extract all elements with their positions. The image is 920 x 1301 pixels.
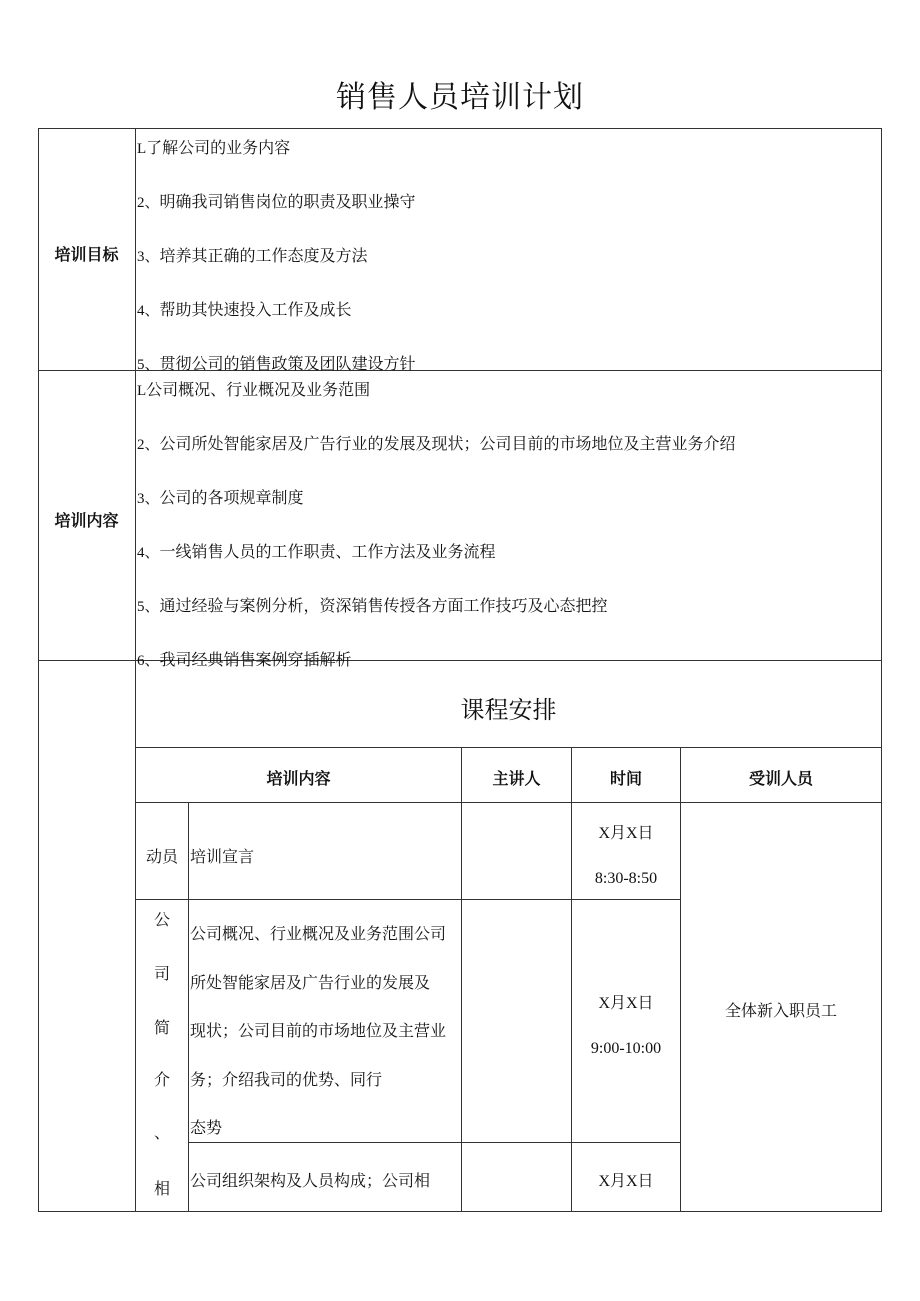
schedule-title: 课程安排: [460, 696, 557, 724]
list-item: 2、明确我司销售岗位的职责及职业操守: [137, 192, 416, 211]
row-detail: 培训宣言: [190, 847, 255, 866]
content-label: 培训内容: [54, 511, 119, 530]
schedule-header-bottom: [135, 802, 882, 803]
label-column-divider: [135, 128, 136, 1212]
detail-line: 务；介绍我司的优势、同行: [190, 1069, 383, 1089]
list-item: 5、贯彻公司的销售政策及团队建设方针: [137, 354, 416, 373]
row-time: 8:30-8:50: [594, 870, 658, 887]
audience-value: 全体新入职员工: [724, 1001, 837, 1020]
category-char: 相: [153, 1179, 170, 1198]
category-char: 公: [153, 910, 170, 929]
list-item: 6、我司经典销售案例穿插解析: [137, 650, 352, 669]
row-date: X月X日: [598, 825, 654, 842]
list-item: 3、培养其正确的工作态度及方法: [137, 246, 368, 265]
list-item: 3、公司的各项规章制度: [137, 488, 304, 507]
detail-line: 公司概况、行业概况及业务范围公司: [190, 924, 447, 943]
list-item: L公司概况、行业概况及业务范围: [137, 380, 371, 399]
row-divider: [135, 899, 681, 900]
header-time: 时间: [609, 769, 642, 788]
category-char: 简: [153, 1018, 170, 1037]
row-category: 动员: [145, 847, 178, 866]
category-char: 、: [153, 1123, 170, 1142]
list-item: 4、一线销售人员的工作职责、工作方法及业务流程: [137, 542, 496, 561]
list-item: L了解公司的业务内容: [137, 138, 291, 157]
row-date: X月X日: [598, 995, 654, 1012]
list-item: 5、通过经验与案例分析，资深销售传授各方面工作技巧及心态把控: [137, 596, 608, 615]
objectives-list: [137, 129, 877, 373]
row-detail: [190, 922, 460, 1165]
category-char: 司: [153, 964, 170, 983]
category-char: 介: [153, 1070, 170, 1089]
row-date: X月X日: [598, 1173, 654, 1190]
row-time: 9:00-10:00: [590, 1040, 662, 1057]
detail-line: 所处智能家居及广告行业的发展及: [190, 972, 431, 992]
header-lecturer: 主讲人: [492, 769, 541, 788]
header-content: 培训内容: [266, 769, 331, 788]
document-title: 销售人员培训计划: [336, 80, 584, 115]
list-item: 4、帮助其快速投入工作及成长: [137, 300, 352, 319]
objectives-label: 培训目标: [54, 245, 119, 264]
col-divider-category: [188, 802, 189, 1212]
detail-line: 现状；公司目前的市场地位及主营业: [190, 1021, 447, 1040]
header-audience: 受训人员: [748, 769, 813, 788]
content-list: [137, 371, 877, 669]
schedule-header-top: [135, 747, 882, 748]
list-item: 2、公司所处智能家居及广告行业的发展及现状；公司目前的市场地位及主营业务介绍: [137, 434, 736, 453]
row-detail: 公司组织架构及人员构成；公司相: [190, 1171, 431, 1190]
detail-line: 态势: [190, 1118, 223, 1137]
